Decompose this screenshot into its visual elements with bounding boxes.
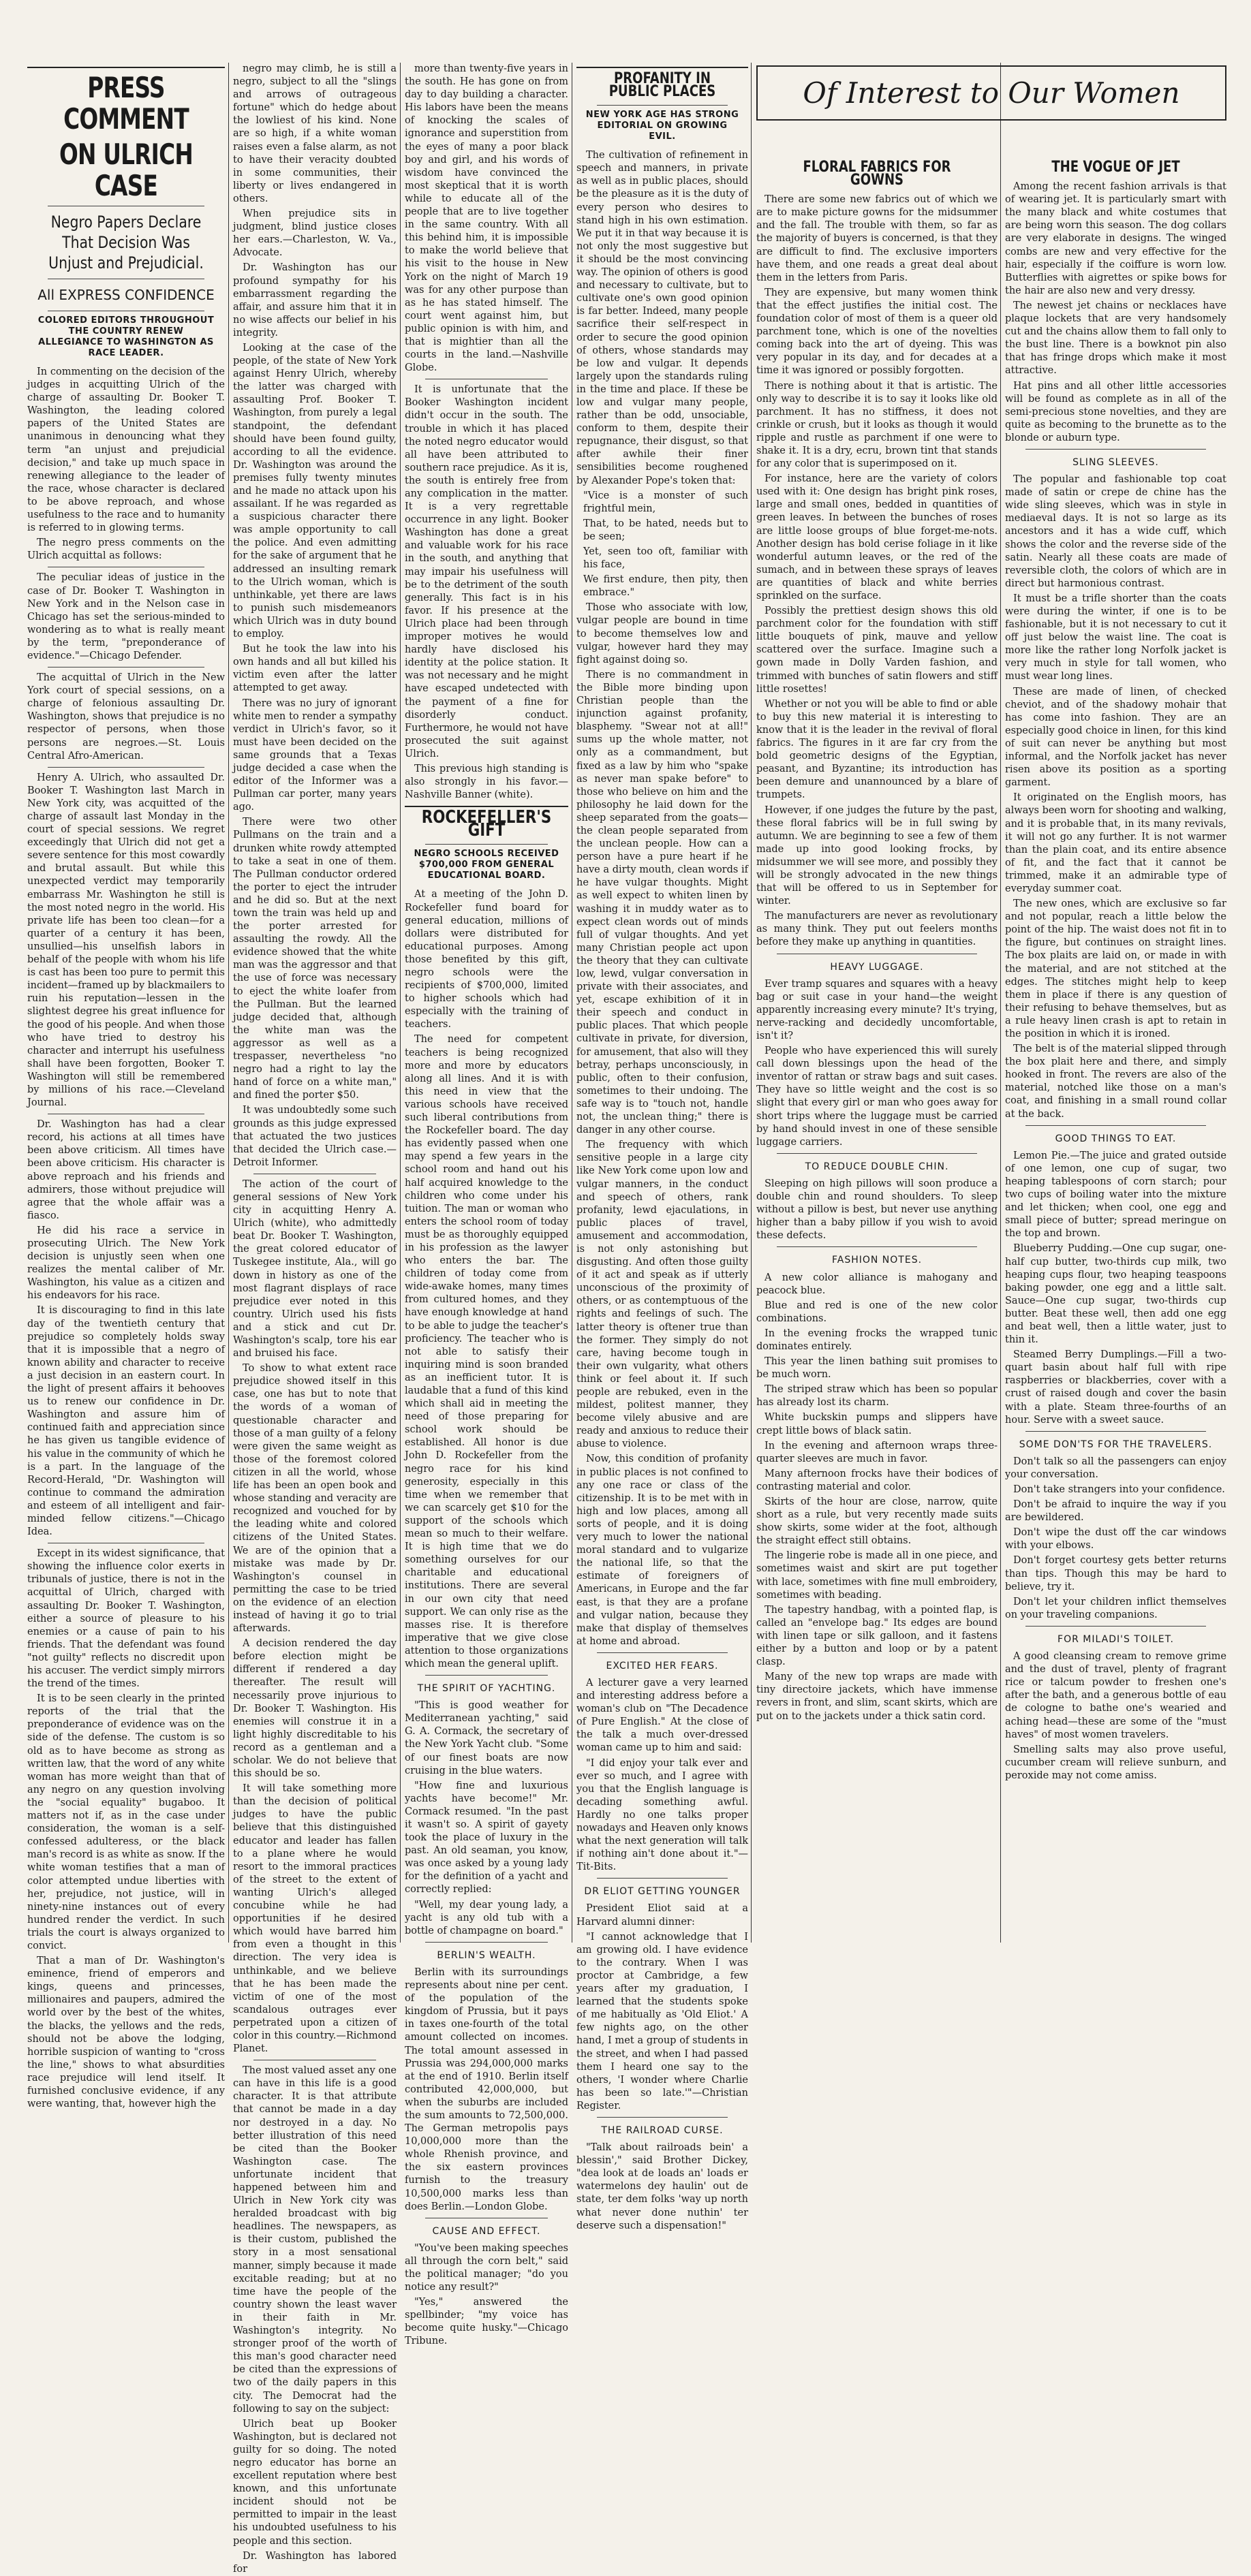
paragraph: That a man of Dr. Washington's eminence, friend of emperors and kings, queens and princesses, millionaires and paupers, admired the world over by the best of the whites, the blacks, the yellows and the reds, should not be above the lodging, horrible suspicion of wanting to "cross the line," shows to what absurdities race prejudice will lend itself. It furnished conclusive evidence, if any were wanting, that, however high the	[27, 1955, 225, 2110]
sub-deck: COLORED EDITORS THROUGHOUT THE COUNTRY RENEW ALLEGIANCE TO WASHINGTON AS RACE LEADER.	[37, 315, 215, 358]
rule	[425, 1675, 548, 1676]
paragraph: Those who associate with low, vulgar people are bound in time to become themselves low and vulgar, however hard they may fight against doing so.	[576, 602, 748, 665]
banner-box	[756, 65, 1226, 121]
paragraph: The need for competent teachers is being recognized more and more by educators along all lines. And it is with this need in view that the various schools have received such liberal contributions from the Rockefeller board. The day has evidently passed when one may spend a few years in the school room and hand out his half acquired knowledge to the children who come under his tuition. The man or woman who enters the school room of today must be as thoroughly equipped in his profession as the lawyer who enters the bar. The children of today come from wide-awake homes, many times from cultured homes, and they have enough knowledge at hand to be able to judge the teacher's proficiency. The teacher who is not able to satisfy their inquiring mind is soon branded as an inefficient tutor. It is laudable that a fund of this kind which shall aid in meeting the need of those preparing for school work should be established. All honor is due John D. Rockefeller from the negro race for his kind generosity, especially in this time when we remember that we can scarcely get $10 for the support of the schools which mean so much to their welfare. It is high time that we do something ourselves for our charitable and educational institutions. There are several in our own city that need support. We can only rise as the masses rise. It is therefore imperative that we give close attention to those organizations which mean the general uplift.	[405, 1034, 568, 1669]
paragraph: "Well, my dear young lady, a yacht is any old tub with a bottle of champagne on board."	[405, 1899, 568, 1936]
paragraph: Among the recent fashion arrivals is that of wearing jet. It is particularly smart with the many black and white costumes that are being worn this season. The dog collars are very elaborate in designs. The winged combs are new and very effective for the hair, especially if the coiffure is worn low. Butterflies with aigrettes or spike bows for the hair are also new and very dressy.	[1005, 181, 1226, 296]
paragraph: The belt is of the material slipped through the box plait here and there, and simply hooked in front. The revers are also of the material, notched like those on a man's coat, and finishing in a small round collar at the back.	[1005, 1043, 1226, 1120]
heading-cause-and-effect: CAUSE AND EFFECT.	[432, 2225, 541, 2237]
paragraph: To show to what extent race prejudice showed itself in this case, one has but to note that the words of a woman of questionable character and those of a man guilty of a felony were given the same weight as those of the foremost colored citizen in all the world, whose life has been an open book and whose standing and veracity are recognized and vouched for by the leading white and colored citizens of the United States. We are of the opinion that a mistake was made by Dr. Washington's counsel in permitting the case to be tried on the evidence of an election instead of having it go to trial afterwards.	[233, 1363, 397, 1635]
paragraph: Except in its widest significance, that showing the influence color exerts in tribunals of justice, there is not in the acquittal of Ulrich, charged with assaulting Dr. Booker T. Washington, either a source of pleasure to his enemies or a cause of pain to his friends. That the defendant was found "not guilty" reflects no discredit upon his accuser. The verdict simply mirrors the trend of the times.	[27, 1548, 225, 1690]
paragraph: This previous high standing is also strongly in his favor.—Nashville Banner (white).	[405, 763, 568, 801]
paragraph: "I cannot acknowledge that I am growing old. I have evidence to the contrary. When I was proctor at Cambridge, a few years after my graduation, I learned that the students spoke of me habitually as 'Old Eliot.' A few nights ago, on the other hand, I met a group of students in the street, and when I had passed them I heard one say to the others, 'I wonder where Charlie has been so late.'"—Christian Register.	[576, 1931, 748, 2111]
paragraph: The most valued asset any one can have in this life is a good character. It is that attribute that cannot be made in a day nor destroyed in a day. No better illustration of this need be cited than the Booker Washington case. The unfortunate incident that happened between him and Ulrich in New York city was heralded broadcast with big headlines. The newspapers, as is their custom, published the story in a most sensational manner, simply because it made excitable reading; but at no time have the people of the country shown the least waver in their faith in Mr. Washington's integrity. No stronger proof of the worth of this man's good character need be cited than the expressions of two of the daily papers in this city. The Democrat had the following to say on the subject:	[233, 2065, 397, 2415]
paragraph: There were two other Pullmans on the train and a drunken white rowdy attempted to take a seat in one of them. The Pullman conductor ordered the porter to eject the intruder and he did so. But at the next town the train was held up and the porter arrested for assaulting the rowdy. All the evidence showed that the white man was the aggressor and that the use of force was necessary to eject the white loafer from the Pullman. But the learned judge decided that, although the white man was the aggressor as well as a trespasser, nevertheless "no negro had a right to lay the hand of force on a white man," and fined the porter $50.	[233, 817, 397, 1101]
paragraph: Blueberry Pudding.—One cup sugar, one-half cup butter, two-thirds cup milk, two heaping cups flour, two heaping teaspoons baking powder, one egg and a little salt. Sauce—One cup sugar, two-thirds cup butter. Beat these well, then add one egg and beat well, then a little water, just to thin it.	[1005, 1243, 1226, 1346]
paragraph: "How fine and luxurious yachts have become!" Mr. Cormack resumed. "In the past it wasn't so. A spirit of gayety took the place of luxury in the past. An old seaman, you know, was once asked by a young lady for the definition of a yacht and correctly replied:	[405, 1780, 568, 1896]
paragraph: The newest jet chains or necklaces have plaque lockets that are very handsomely cut and the chains allow them to fall only to the bust line. There is a bowknot pin also that has fringe drops which make it most attractive.	[1005, 300, 1226, 377]
rule	[425, 1942, 548, 1943]
paragraph: Dr. Washington has had a clear record, his actions at all times have been above criticism. All times have been above criticism. His character is above reproach and his friends and admirers, those without prejudice will agree that the whole affair was a fiasco.	[27, 1119, 225, 1221]
headline-profanity: PROFANITY IN PUBLIC PLACES	[608, 70, 716, 101]
column-rule	[1000, 63, 1001, 1943]
paragraph: The action of the court of general sessions of New York city in acquitting Henry A. Ulrich (white), who admittedly beat Dr. Booker T. Washington, the great colored educator of Tuskegee institute, Ala., will go down in history as one of the most flagrant displays of race prejudice ever noted in this country. Ulrich used his fists and a stick and cut Dr. Washington's scalp, tore his ear and bruised his face.	[233, 1178, 397, 1360]
paragraph: Smelling salts may also prove useful, cucumber cream will relieve sunburn, and peroxide may not come amiss.	[1005, 1744, 1226, 1781]
paragraph: "This is good weather for Mediterranean yachting," said G. A. Cormack, the secretary of the New York Yacht club. "Some of our finest boats are now cruising in the blue waters.	[405, 1700, 568, 1776]
paragraph: Don't take strangers into your confidence.	[1013, 1484, 1225, 1495]
heading-excited-her-fears: EXCITED HER FEARS.	[606, 1660, 719, 1671]
heading-miladis-toilet: FOR MILADI'S TOILET.	[1057, 1633, 1174, 1645]
paragraph: Ulrich beat up Booker Washington, but is declared not guilty for so doing. The noted negro educator has borne an excellent reputation where best known, and this unfortunate incident should not be permitted to impair in the least his undoubted usefulness to his people and this section.	[233, 2418, 397, 2547]
paragraph: "You've been making speeches all through the corn belt," said the political manager; "do you notice any result?"	[405, 2242, 568, 2293]
paragraph: It is unfortunate that the Booker Washington incident didn't occur in the south. The trouble in which it has placed the noted negro educator would all have been attributed to southern race prejudice. As it is, the south is entirely free from any complication in the matter. It is a very regrettable occurrence in any light. Booker Washington has done a great and valuable work for his race in the south, and anything that may impair his usefulness will be to the detriment of the south generally. This fact is in his favor. If his presence at the Ulrich place had been through improper motives he would hardly have disclosed his identity at the police station. It was not necessary and he might have escaped undetected with the payment of a fine for disorderly conduct. Furthermore, he would not have prosecuted the suit against Ulrich.	[405, 384, 568, 759]
verse-line: That, to be hated, needs but to be seen;	[583, 518, 748, 542]
paragraph: At a meeting of the John D. Rockefeller fund board for general education, millions of dollars were distributed for educational purposes. Among those benefited by this gift, negro schools were the recipients of $700,000, limited to higher schools which had especially with the training of teachers.	[405, 889, 568, 1031]
paragraph: Dr. Washington has labored for	[233, 2550, 397, 2575]
paragraph: In commenting on the decision of the judges in acquitting Ulrich of the charge of assaulting Dr. Booker T. Washington, the leading colored papers of the United States are unanimous in denouncing what they term "an unjust and prejudicial decision," and take up much space in renewing allegiance to the leader of the race, whose character is declared to be above reproach, and whose usefulness to the race and to humanity is referred to in glowing terms.	[27, 366, 225, 534]
deck-2: All EXPRESS CONFIDENCE	[37, 287, 215, 303]
paragraph: The lingerie robe is made all in one piece, and sometimes waist and skirt are put together with lace, sometimes with fine mull embroidery, sometimes with beading.	[756, 1550, 998, 1601]
rule	[597, 1878, 728, 1879]
paragraph: The acquittal of Ulrich in the New York court of special sessions, on a charge of felonious assaulting Dr. Washington, shows that prejudice is no respector of persons, when those persons are negroes.—St. Louis Central Afro-American.	[27, 672, 225, 761]
paragraph: Many of the new top wraps are made with tiny directoire jackets, which have immense revers in front, and slim, scant skirts, which are put on to the jackets under a thick satin cord.	[756, 1671, 998, 1722]
paragraph: In the evening and afternoon wraps three-quarter sleeves are much in favor.	[756, 1440, 998, 1464]
sub-deck: NEGRO SCHOOLS RECEIVED $700,000 FROM GENERAL EDUCATIONAL BOARD.	[414, 849, 559, 881]
paragraph: Now, this condition of profanity in public places is not confined to any one race or class of the citizenship. It is to be met with in high and low places, among all sorts of people, and it is doing very much to lower the national moral standard and to vulgarize the national life, so that the estimate of foreigners of Americans, in Europe and the far east, is that they are a profane and vulgar nation, because they make that display of themselves at home and abroad.	[576, 1454, 748, 1647]
column-2	[233, 63, 397, 2575]
paragraph: Don't wipe the dust off the car windows with your elbows.	[1005, 1527, 1226, 1552]
paragraph: negro may climb, he is still a negro, subject to all the "slings and arrows of outrageous fortune" which do hedge about the lowliest of his kind. None are so high, if a white woman raises even a false alarm, as not to have their veracity doubted in some communities, their liberty or lives endangered in others.	[233, 63, 397, 204]
column-1	[27, 63, 225, 2110]
paragraph: "I did enjoy your talk ever and ever so much, and I agree with you that the English language is decading something awful. Hardly no one talks proper nowadays and Heaven only knows what the next generation will talk if nothing ain't done about it."—Tit-Bits.	[576, 1757, 748, 1873]
paragraph: The frequency with which sensitive people in a large city like New York come upon low and vulgar manners, in the conduct and speech of others, rank profanity, lewd ejaculations, in public places of travel, amusement and accommodation, is not only astonishing but disgusting. And often those guilty of it act and speak as if utterly unconscious of the proximity of others, or as contemptuous of the rights and feelings of such. The latter theory is oftener true than the former. They simply do not care, having become tough in their own vulgarity, what others think or feel about it. If such people are rebuked, even in the mildest, politest manner, they become vilely abusive and are ready and anxious to reduce their abuse to violence.	[576, 1140, 748, 1450]
rule	[1025, 449, 1206, 450]
paragraph: Looking at the case of the people, of the state of New York against Henry Ulrich, whereby the latter was charged with assaulting Prof. Booker T. Washington, from purely a legal standpoint, the defendant should have been found guilty, according to all the evidence. Dr. Washington was around the premises fully twenty minutes and he made no attack upon his assailant. If he was regarded as a suspicious character there was ample opportunity to call the police. And even admitting for the sake of argument that he addressed an insulting remark to the Ulrich woman, which is unthinkable, yet there are laws to punish such misdemeanors which Ulrich was in duty bound to employ.	[233, 342, 397, 640]
paragraph: President Eliot said at a Harvard alumni dinner:	[576, 1903, 748, 1928]
headline-ulrich-case: ON ULRICH CASE	[59, 138, 193, 202]
paragraph: These are made of linen, of checked cheviot, and of the shadowy mohair that has come into fashion. They are an especially good choice in linen, for this kind of suit can never be anything but most informal, and the Norfolk jacket has never risen above its position as a sporting garment.	[1005, 686, 1226, 789]
paragraph: It must be a trifle shorter than the coats were during the winter, if one is to be fashionable, but it is not necessary to cut it off just below the waist line. The coat is more like the rather long Norfolk jacket is very much in style for tall women, who must wear long lines.	[1005, 593, 1226, 682]
rule	[48, 767, 204, 768]
heading-sling-sleeves: SLING SLEEVES.	[1072, 456, 1159, 468]
column-6	[1005, 158, 1226, 1943]
headline-floral-fabrics: FLORAL FABRICS FOR GOWNS	[803, 159, 951, 189]
paragraph: It is to be seen clearly in the printed reports of the trial that the preponderance of evidence was on the side of the defense. The custom is so old as to have become as strong as written law, that the word of any white woman has more weight than that of any negro on any question involving the "social equality" bugaboo. It matters not if, as in the case under consideration, the woman is a self-confessed adulteress, or the black man's record is as white as snow. If the white woman testifies that a man of color attempted undue liberties with her, prejudice, not justice, will in ninety-nine instances out of every hundred render the verdict. In such trials the court is always organized to convict.	[27, 1693, 225, 1951]
column-5	[756, 158, 998, 1943]
rule	[1025, 1431, 1206, 1432]
paragraph: But he took the law into his own hands and all but killed his victim even after the latter attempted to get away.	[233, 644, 397, 694]
paragraph: There are some new fabrics out of which we are to make picture gowns for the midsummer and the fall. The trouble with them, so far as the majority of buyers is concerned, is that they are difficult to find. The exclusive importers have them, and one reads a great deal about them in the letters from Paris.	[756, 194, 998, 283]
paragraph: Don't forget courtesy gets better returns than tips. Though this may be hard to believe, try it.	[1005, 1555, 1226, 1592]
paragraph: The tapestry handbag, with a pointed flap, is called an "envelope bag." Its edges are bound with linen tape or silk galloon, and it fastens either by a button and loop or by a patent clasp.	[756, 1604, 998, 1668]
deck: Negro Papers Declare That Decision Was Unjust and Prejudicial.	[48, 213, 204, 272]
paragraph: When prejudice sits in judgment, blind justice closes her ears.—Charleston, W. Va., Advocate.	[233, 208, 397, 259]
headline-rockefeller: ROCKEFELLER'S GIFT	[421, 807, 552, 841]
paragraph: Don't be afraid to inquire the way if you are bewildered.	[1005, 1499, 1226, 1524]
rule	[1025, 1626, 1206, 1627]
rule	[777, 1246, 977, 1247]
paragraph: The negro press comments on the Ulrich acquittal as follows:	[27, 537, 225, 562]
paragraph: Many afternoon frocks have their bodices of contrasting material and color.	[756, 1468, 998, 1492]
paragraph: It will take something more than the decision of political judges to have the public believe that this distinguished educator and leader has fallen to a plane where he would resort to the immoral practices of the street to the extent of wanting Ulrich's alleged concubine while he had opportunities if he desired which would have barred him from even a thought in this direction. The very idea is unthinkable, and we believe that he has been made the victim of one of the most scandalous outrages ever perpetrated upon a citizen of color in this country.—Richmond Planet.	[233, 1783, 397, 2055]
paragraph: Ever tramp squares and squares with a heavy bag or suit case in your hand—the weight apparently increasing every minute? It's trying, nerve-racking and decidedly uncomfortable, isn't it?	[756, 978, 998, 1041]
banner-title: Of Interest to Our Women	[803, 76, 1180, 110]
paragraph: Possibly the prettiest design shows this old parchment color for the foundation with stiff little bouquets of pink, mauve and yellow scattered over the surface. Imagine such a gown made in Dolly Varden fashion, and trimmed with bunches of satin flowers and stiff little rosettes!	[756, 606, 998, 695]
rule	[597, 2117, 728, 2118]
paragraph: Dr. Washington has our profound sympathy for his embarrassment regarding the affair, and assure him that it in no wise affects our belief in his integrity.	[233, 262, 397, 339]
heading-fashion-notes: FASHION NOTES.	[831, 1255, 923, 1266]
paragraph: The striped straw which has been so popular has already lost its charm.	[756, 1384, 998, 1409]
paragraph: For instance, here are the variety of colors used with it: One design has bright pink roses, large and small ones, bedded in quantities of green leaves. In between the bunches of roses are little loose groups of blue forget-me-nots. Another design has bold cerise foliage in it like wonderful autumn leaves, or the red of the sumach, and in between these sprays of leaves are quantities of black and white berries sprinkled on the surface.	[756, 473, 998, 601]
paragraph: The new ones, which are exclusive so far and not popular, reach a little below the point of the hip. The waist does not fit in to the figure, but continues on straight lines. The box plaits are laid on, or made in with the material, and are not stitched at the edges. The stitches might help to keep them in place if there is any question of their refusing to behave themselves, but as a rule heavy linen crash is apt to retain in the position in which it is ironed.	[1005, 898, 1226, 1039]
verse-line: We first endure, then pity, then embrace."	[583, 574, 748, 599]
heading-double-chin: TO REDUCE DOUBLE CHIN.	[805, 1161, 949, 1172]
headline-press-comment: PRESS COMMENT	[63, 71, 189, 136]
heading-railroad-curse: THE RAILROAD CURSE.	[601, 2124, 724, 2136]
heading-heavy-luggage: HEAVY LUGGAGE.	[830, 961, 924, 973]
paragraph: People who have experienced this will surely call down blessings upon the head of the inventor of rattan or straw bags and suit cases. They have so little weight and the cost is so slight that every girl or man who goes away for short trips where the luggage must be carried by hand should invest in one of these sensible luggage carriers.	[756, 1046, 998, 1148]
sub-deck: NEW YORK AGE HAS STRONG EDITORIAL ON GROWING EVIL.	[585, 110, 739, 142]
heading-good-things-to-eat: GOOD THINGS TO EAT.	[1055, 1133, 1177, 1144]
heading-berlins-wealth: BERLIN'S WEALTH.	[437, 1949, 536, 1961]
paragraph: The cultivation of refinement in speech and manners, in private as well as in public places, should be the pleasure as it is the duty of every person who desires to stand high in his own estimation. We put it in that way because it is not only the most suggestive but it should be the most convincing way. The opinion of others is good and necessary to cultivate, but to cultivate one's own good opinion is far better. Indeed, many people sacrifice their self-respect in order to secure the good opinion of others, whose standards may be low and vulgar. It depends largely upon the standards ruling in the time and place. If these be low and vulgar many people, rather than be odd, unsociable, conform to them, despite their repugnance, their disgust, so that after awhile their finer sensibilities become roughened by Alexander Pope's token that:	[576, 150, 748, 486]
paragraph: In the evening frocks the wrapped tunic dominates entirely.	[756, 1328, 998, 1352]
paragraph: A decision rendered the day before election might be different if rendered a day thereafter. The result will necessarily prove injurious to Dr. Booker T. Washington. His enemies will construe it in a light highly discreditable to his record as a gentleman and a scholar. We do not believe that this should be so.	[233, 1638, 397, 1780]
paragraph: Blue and red is one of the new color combinations.	[756, 1300, 998, 1324]
paragraph: Sleeping on high pillows will soon produce a double chin and round shoulders. To sleep without a pillow is best, but never use anything higher than a baby pillow if you wish to avoid these defects.	[756, 1178, 998, 1242]
paragraph: It originated on the English moors, has always been worn for shooting and walking, and it is probable that, in its many revivals, it will not go any further. It is not warmer than the plain coat, and its entire absence of fit, and the fact that it cannot be trimmed, make it an admirable type of everyday summer coat.	[1005, 792, 1226, 894]
paragraph: There is no commandment in the Bible more binding upon Christian people than the injunction against profanity, blasphemy. "Swear not at all!" sums up the whole matter, not only as a commandment, but fixed as a law by him who "spake as never man spake before" to those who believe on him and the philosophy he laid down for the sheep separated from the goats—the clean people separated from the unclean people. How can a person have a pure heart if he have a dirty mouth, clean words if he have vulgar thoughts. Might as well expect to whiten linen by washing it in muddy water as to expect clean words out of minds full of vulgar thoughts. And yet many Christian people act upon the theory that they can cultivate low, lewd, vulgar conversation in private with their associates, and yet, escape exhibition of it in their speech and conduct in public places. That which people cultivate in private, for diversion, for amusement, that also will they betray, perhaps unconsciously, in public, often to their confusion, sometimes to their undoing. The safe way is to "touch not, handle not, the unclean thing;" there is danger in any other course.	[576, 669, 748, 1136]
paragraph: However, if one judges the future by the past, these floral fabrics will be in full swing by autumn. We are beginning to see a few of them made up into good looking frocks, by midsummer we will see more, and possibly they will be strongly advocated in the new things that will be offered to us in September for winter.	[756, 804, 998, 907]
rule	[425, 844, 548, 845]
rule	[1025, 1125, 1206, 1126]
paragraph: Whether or not you will be able to find or able to buy this new material it is interesting to know that it is the leader in the revival of floral fabrics. The figures in it are far cry from the bold geometric designs of the Egyptian, peasant, and Byzantine; its introduction has been demure and unannounced by a blare of trumpets.	[756, 698, 998, 801]
paragraph: Don't talk so all the passengers can enjoy your conversation.	[1005, 1456, 1226, 1480]
womens-section-header	[756, 64, 1226, 126]
column-rule	[751, 63, 752, 1943]
paragraph: Lemon Pie.—The juice and grated outside of one lemon, one cup of sugar, two heaping tablespoons of corn starch; pour two cups of boiling water into the mixture and let thicken; when cool, one egg and small piece of butter; spread meringue on the top and brown.	[1005, 1150, 1226, 1240]
paragraph: A lecturer gave a very learned and interesting address before a woman's club on "The Decadence of Pure English." At the close of the talk a much over-dressed woman came up to him and said:	[576, 1677, 748, 1754]
verse-line: Yet, seen too oft, familiar with his face,	[583, 546, 748, 571]
rule	[27, 67, 225, 68]
article-body	[27, 366, 225, 2111]
paragraph: The popular and fashionable top coat made of satin or crepe de chine has the wide sling sleeves, which was in style in mediaeval days. It is not so large as its ancestors and it has a wide cuff, which shows the color and the reverse side of the satin. Nearly all these coats are made of reversible cloth, the colors of which are in direct but harmonious contrast.	[1005, 474, 1226, 589]
paragraph: "Yes," answered the spellbinder; "my voice has become quite husky."—Chicago Tribune.	[405, 2297, 568, 2347]
paragraph: Don't let your children inflict themselves on your traveling companions.	[1005, 1596, 1226, 1620]
paragraph: The peculiar ideas of justice in the case of Dr. Booker T. Washington in New York and in the Nelson case in Chicago has set the serious-minded to wondering as to what is really meant by the term, "preponderance of evidence."—Chicago Defender.	[27, 572, 225, 661]
headline-vogue-of-jet: THE VOGUE OF JET	[1051, 159, 1180, 176]
heading-spirit-of-yachting: THE SPIRIT OF YACHTING.	[417, 1683, 556, 1695]
column-4	[576, 63, 748, 2231]
paragraph: There was no jury of ignorant white men to render a sympathy verdict in Ulrich's favor, so it must have been decided on the same grounds that a Texas judge decided a case when the editor of the Informer was a Pullman car porter, many years ago.	[233, 697, 397, 813]
paragraph: There is nothing about it that is artistic. The only way to describe it is to say it looks like old parchment. It has no stiffness, it does not crinkle or crush, but it looks as though it would ripple and rustle as parchment if one were to shake it. It is a dry, ecru, brown tint that stands for any color that is superimposed on it.	[756, 380, 998, 470]
verse-line: "Vice is a monster of such frightful mein,	[583, 490, 748, 514]
paragraph: Steamed Berry Dumplings.—Fill a two-quart basin about half full with ripe raspberries or blackberries, cover with a crust of raised dough and cover the basin with a plate. Steam three-fourths of an hour. Serve with a sweet sauce.	[1005, 1349, 1226, 1426]
paragraph: The manufacturers are never as revolutionary as many think. They put out feelers months before they make up anything in quantities.	[756, 911, 998, 948]
rule	[597, 1652, 728, 1653]
paragraph: They are expensive, but many women think that the effect justifies the initial cost. The foundation color of most of them is a queer old parchment tone, which is one of the novelties coming back into the art of dyeing. This was very popular in its day, and for decades at a time it was ignored or possibly forgotten.	[756, 287, 998, 377]
paragraph: Henry A. Ulrich, who assaulted Dr. Booker T. Washington last March in New York city, was acquitted of the charge of assault last Monday in the court of special sessions. We regret exceedingly that Ulrich did not get a severe sentence for this most cowardly and brutal assault. But while this unexpected verdict may temporarily embarrass Mr. Washington he still is the most noted negro in the world. His private life has been too clean—for a quarter of a century it has been, unsullied—his unselfish labors in behalf of the people with whom his life is cast has been too pure to permit this incident—framed up by blackmailers to ruin his reputation—lessen in the slightest degree his great influence for the good of his people. And when those who have tried to destroy his character and interrupt his usefulness shall have been forgotten, Booker T. Washington will still be remembered by millions of his race.—Cleveland Journal.	[27, 772, 225, 1109]
rule	[777, 1153, 977, 1154]
column-rule	[400, 63, 401, 1943]
column-rule	[228, 63, 229, 1943]
rule	[597, 105, 728, 106]
paragraph: A new color alliance is mahogany and peacock blue.	[756, 1272, 998, 1296]
paragraph: White buckskin pumps and slippers have crept little bows of black satin.	[756, 1412, 998, 1436]
paragraph: This year the linen bathing suit promises to be much worn.	[756, 1356, 998, 1381]
paragraph: more than twenty-five years in the south. He has gone on from day to day building a character. His labors have been the means of knocking the scales of ignorance and superstition from the eyes of many a poor black boy and girl, and his words of wisdom have convinced the most skeptical that it is worth while to educate all of the people that are to live together in the same country. With all this behind him, it is impossible to make the world believe that his visit to the house in New York on the night of March 19 was for any other purpose than as he has stated himself. The court went against him, but public opinion is with him, and that is mightier than all the courts in the land.—Nashville Globe.	[405, 63, 568, 374]
paragraph: Skirts of the hour are close, narrow, quite short as a rule, but very recently made suits show skirts, some wider at the foot, although the straight effect still obtains.	[756, 1496, 998, 1547]
paragraph: "Talk about railroads bein' a blessin'," said Brother Dickey, "dea look at de loads an' loads er watermelons dey haulin' out de state, ter dem folks 'way up north what never done nuthin' ter deserve such a dispensation!"	[576, 2142, 748, 2231]
heading-dr-eliot: DR ELIOT GETTING YOUNGER	[584, 1886, 741, 1898]
paragraph: He did his race a service in prosecuting Ulrich. The New York decision is unjustly seen when one realizes the mental caliber of Mr. Washington, his value as a citizen and his endeavors for his race.	[27, 1225, 225, 1302]
heading-donts-for-travelers: SOME DON'TS FOR THE TRAVELERS.	[1019, 1439, 1213, 1450]
column-3	[405, 63, 568, 2347]
paragraph: It is discouraging to find in this late day of the twentieth century that prejudice so completely holds sway that it is impossible that a negro of known ability and character to receive a just decision in an eastern court. In the light of present affairs it behooves us to renew our confidence in Dr. Washington and assure him of continued faith and appreciation since he has given us tangible evidence of his value in the community of which he is a part. In the language of the Record-Herald, "Dr. Washington will continue to command the admiration and esteem of all intelligent and fair-minded fellow citizens."—Chicago Idea.	[27, 1305, 225, 1538]
paragraph: A good cleansing cream to remove grime and the dust of travel, plenty of fragrant rice or talcum powder to freshen one's after the bath, and a generous bottle of eau de cologne to bathe one's wearied and aching head—these are some of the "must haves" of most women travelers.	[1005, 1651, 1226, 1740]
rule	[576, 67, 748, 68]
paragraph: Hat pins and all other little accessories will be found as complete as in all of the semi-precious stone novelties, and they are quite as becoming to the brunette as to the blonde or auburn type.	[1005, 380, 1226, 443]
paragraph: Berlin with its surroundings represents about nine per cent. of the population of the kingdom of Prussia, but it pays in taxes one-fourth of the total amount collected on incomes. The total amount assessed in Prussia was 294,000,000 marks at the end of 1910. Berlin itself contributed 42,000,000, but when the suburbs are included the sum amounts to 72,500,000. The German metropolis pays 10,000,000 more than the whole Rhenish province, and the six eastern provinces furnish to the treasury 10,500,000 marks less than does Berlin.—London Globe.	[405, 1966, 568, 2212]
paragraph: It was undoubtedly some such grounds as this judge expressed that actuated the two justices that decided the Ulrich case.—Detroit Informer.	[233, 1105, 397, 1168]
